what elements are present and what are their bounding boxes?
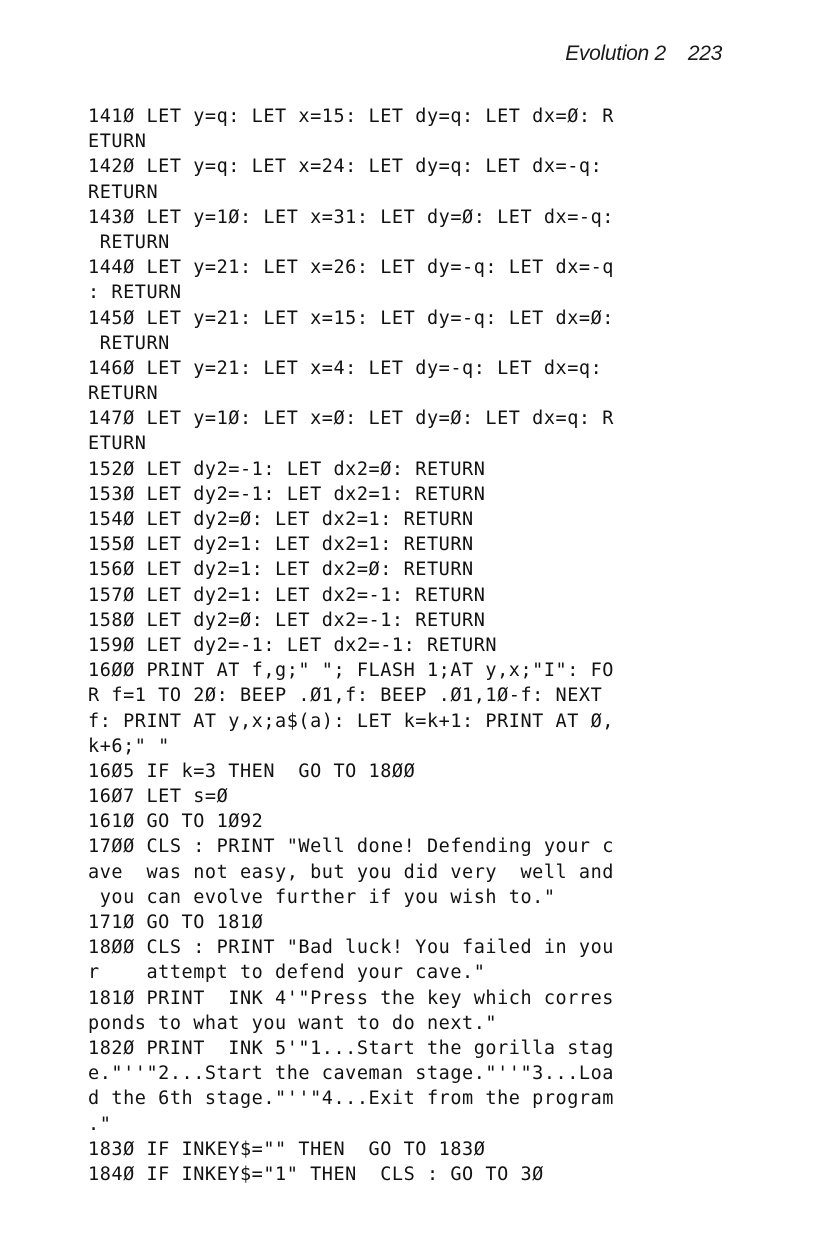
code-line: 16Ø5 IF k=3 THEN GO TO 18ØØ	[88, 760, 416, 782]
code-line: k+6;" "	[88, 735, 170, 757]
code-line: RETURN	[88, 383, 159, 405]
code-line: 155Ø LET dy2=1: LET dx2=1: RETURN	[88, 534, 474, 556]
code-line: 158Ø LET dy2=Ø: LET dx2=-1: RETURN	[88, 609, 486, 631]
program-listing	[88, 104, 768, 1187]
code-line: r attempt to defend your cave."	[88, 962, 486, 984]
code-line: ETURN	[88, 131, 147, 153]
code-line: 153Ø LET dy2=-1: LET dx2=1: RETURN	[88, 483, 486, 505]
code-line: 159Ø LET dy2=-1: LET dx2=-1: RETURN	[88, 634, 498, 656]
code-line: ETURN	[88, 433, 147, 455]
code-line: 156Ø LET dy2=1: LET dx2=Ø: RETURN	[88, 559, 474, 581]
code-line: 184Ø IF INKEY$="1" THEN CLS : GO TO 3Ø	[88, 1163, 544, 1185]
code-line: R f=1 TO 2Ø: BEEP .Ø1,f: BEEP .Ø1,1Ø-f: NEXT	[88, 685, 603, 707]
code-line: : RETURN	[88, 282, 182, 304]
code-line: RETURN	[88, 332, 170, 354]
code-line: 17ØØ CLS : PRINT "Well done! Defending your c	[88, 836, 614, 858]
code-line: f: PRINT AT y,x;a$(a): LET k=k+1: PRINT AT Ø,	[88, 710, 614, 732]
code-line: RETURN	[88, 181, 159, 203]
code-line: e."''"2...Start the caveman stage."''"3...Loa	[88, 1063, 614, 1085]
code-line: 152Ø LET dy2=-1: LET dx2=Ø: RETURN	[88, 458, 486, 480]
code-line: 142Ø LET y=q: LET x=24: LET dy=q: LET dx=-q:	[88, 156, 603, 178]
code-line: 181Ø PRINT INK 4'"Press the key which corres	[88, 987, 614, 1009]
code-line: 18ØØ CLS : PRINT "Bad luck! You failed in you	[88, 937, 614, 959]
running-title: Evolution 2	[565, 42, 666, 65]
code-line: 145Ø LET y=21: LET x=15: LET dy=-q: LET dx=Ø:	[88, 307, 614, 329]
code-line: ave was not easy, but you did very well and	[88, 861, 614, 883]
running-head	[565, 42, 722, 66]
code-line: 16Ø7 LET s=Ø	[88, 786, 229, 808]
code-line: 146Ø LET y=21: LET x=4: LET dy=-q: LET dx=q:	[88, 357, 603, 379]
code-line: 143Ø LET y=1Ø: LET x=31: LET dy=Ø: LET dx=-q:	[88, 206, 614, 228]
code-line: 161Ø GO TO 1Ø92	[88, 811, 264, 833]
code-line: RETURN	[88, 231, 170, 253]
code-line: 154Ø LET dy2=Ø: LET dx2=1: RETURN	[88, 509, 474, 530]
code-line: you can evolve further if you wish to."	[88, 886, 556, 908]
code-line: 171Ø GO TO 181Ø	[88, 912, 264, 933]
code-line: 16ØØ PRINT AT f,g;" "; FLASH 1;AT y,x;"I": FO	[88, 660, 614, 682]
code-line: 183Ø IF INKEY$="" THEN GO TO 183Ø	[88, 1138, 486, 1160]
page-number: 223	[687, 42, 722, 65]
code-line: 147Ø LET y=1Ø: LET x=Ø: LET dy=Ø: LET dx=q: R	[88, 408, 614, 430]
code-line: 144Ø LET y=21: LET x=26: LET dy=-q: LET dx=-q	[88, 257, 614, 279]
code-line: ponds to what you want to do next."	[88, 1012, 498, 1034]
code-line: 157Ø LET dy2=1: LET dx2=-1: RETURN	[88, 584, 486, 606]
code-line: ."	[88, 1113, 112, 1135]
code-line: 182Ø PRINT INK 5'"1...Start the gorilla stag	[88, 1037, 614, 1059]
code-line: 141Ø LET y=q: LET x=15: LET dy=q: LET dx=Ø: R	[88, 106, 614, 127]
code-line: d the 6th stage."''"4...Exit from the program	[88, 1088, 614, 1110]
